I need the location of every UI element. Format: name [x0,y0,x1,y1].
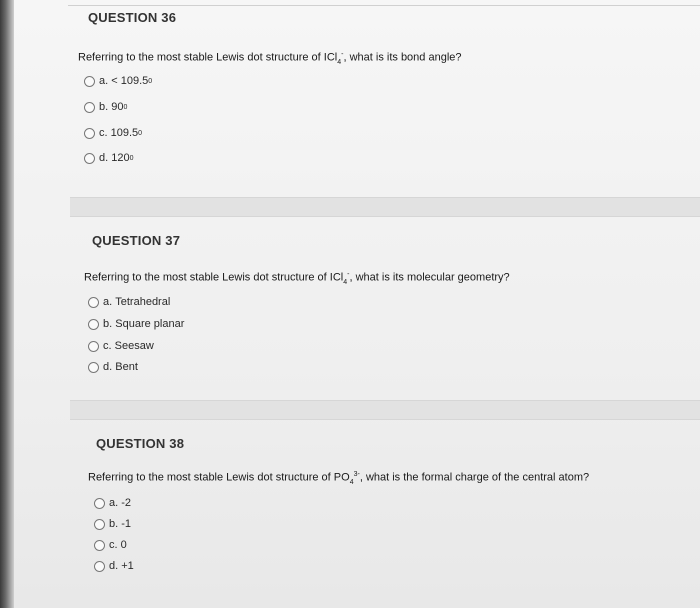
option-prefix: c. [99,127,108,139]
screen-edge [0,0,14,608]
radio-button[interactable] [84,102,95,113]
option-prefix: a. [99,75,109,87]
option-prefix: c. [109,539,118,551]
option-37-b[interactable] [88,318,184,330]
formula-subscript: 4 [349,478,354,486]
question-37-text [84,271,510,286]
question-38-header: QUESTION 38 [96,436,185,451]
degree-superscript: 0 [138,129,143,137]
question-divider [70,197,700,217]
degree-superscript: 0 [148,77,153,85]
question-text-post: , what is its bond angle? [343,51,462,64]
option-label: -1 [121,518,132,530]
formula-subscript: 4 [343,278,348,286]
radio-button[interactable] [84,153,95,164]
option-37-c[interactable] [88,340,154,352]
radio-button[interactable] [94,498,105,509]
option-36-a[interactable] [84,75,152,87]
option-label: 0 [120,539,127,551]
option-label: +1 [121,560,134,572]
option-label: < 109.5 [111,75,149,87]
radio-button[interactable] [94,519,105,530]
question-text-pre: Referring to the most stable Lewis dot structure of ICl [78,51,338,64]
option-prefix: d. [103,361,113,373]
option-38-a[interactable] [94,497,131,509]
question-36-header: QUESTION 36 [88,10,177,25]
option-prefix: b. [109,518,119,530]
option-prefix: c. [103,340,112,352]
formula-superscript: - [347,271,350,278]
option-38-d[interactable] [94,560,134,572]
option-label: 90 [111,101,124,113]
option-prefix: d. [109,560,119,572]
question-text-post: , what is its molecular geometry? [349,271,510,284]
option-prefix: a. [109,497,119,509]
degree-superscript: 0 [123,103,128,111]
option-prefix: d. [99,152,109,164]
question-text-post: , what is the formal charge of the central atom? [359,471,590,484]
option-label: Tetrahedral [115,296,171,308]
question-divider [70,400,700,420]
formula-superscript: - [341,51,344,58]
option-38-c[interactable] [94,539,127,551]
top-divider [68,5,700,6]
option-37-d[interactable] [88,361,138,373]
degree-superscript: 0 [129,154,134,162]
option-label: -2 [121,497,132,509]
question-text-pre: Referring to the most stable Lewis dot structure of ICl [84,271,344,284]
question-38-text [88,471,589,486]
formula-superscript: 3- [353,471,360,478]
radio-button[interactable] [88,297,99,308]
option-prefix: b. [103,318,113,330]
option-36-c[interactable] [84,127,142,139]
option-38-b[interactable] [94,518,131,530]
option-label: Seesaw [114,340,154,352]
option-label: Bent [115,361,138,373]
radio-button[interactable] [88,319,99,330]
question-37-header: QUESTION 37 [92,233,181,248]
option-label: 109.5 [110,127,139,139]
question-text-pre: Referring to the most stable Lewis dot structure of PO [88,471,350,484]
option-label: 120 [111,152,130,164]
option-prefix: b. [99,101,109,113]
radio-button[interactable] [88,341,99,352]
option-prefix: a. [103,296,113,308]
radio-button[interactable] [84,128,95,139]
radio-button[interactable] [94,561,105,572]
option-36-d[interactable] [84,152,134,164]
option-36-b[interactable] [84,101,127,113]
option-label: Square planar [115,318,185,330]
option-37-a[interactable] [88,296,170,308]
radio-button[interactable] [94,540,105,551]
radio-button[interactable] [88,362,99,373]
formula-subscript: 4 [337,58,342,66]
question-36-text [78,51,462,66]
radio-button[interactable] [84,76,95,87]
